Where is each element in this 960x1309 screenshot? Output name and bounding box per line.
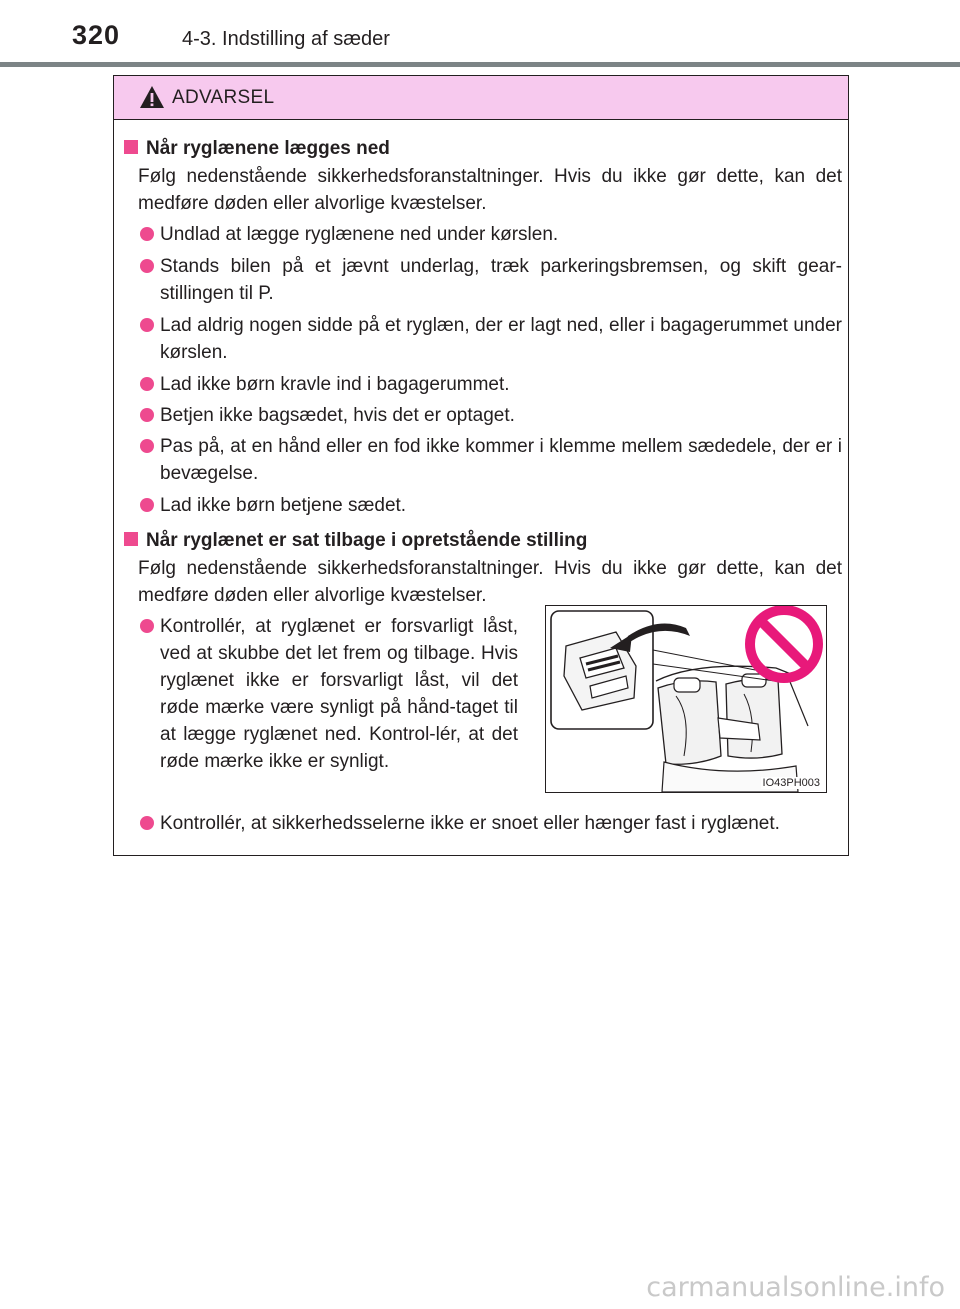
list-item-text: Undlad at lægge ryglænene ned under kørslen.: [160, 224, 559, 245]
list-item-text: Pas på, at en hånd eller en fod ikke kommer i klemme mellem sædedele, der er i bevægelse.: [160, 436, 842, 484]
bullet-dot-icon: [140, 816, 154, 830]
list-item-text: Kontrollér, at ryglænet er forsvarligt låst, ved at skubbe det let frem og tilbage. Hvis ryglænet ikke er forsvarligt låst, vil det røde mærke være synligt på hånd-taget til at lægge ryglænet ned. Kontrol-lér, at det røde mærke ikke er synligt.: [160, 616, 518, 772]
heading-text: Når ryglænet er sat tilbage i opretstående stilling: [146, 530, 588, 551]
bullet-dot-icon: [140, 259, 154, 273]
list-item: [140, 810, 842, 837]
list-item: [140, 312, 842, 366]
list-item-text: Betjen ikke bagsædet, hvis det er optaget.: [160, 405, 515, 426]
bullet-dot-icon: [140, 227, 154, 241]
list-item: [140, 492, 842, 519]
list-item: [140, 433, 842, 487]
rear-seat-drawing: [546, 606, 826, 792]
list-item: [140, 613, 518, 775]
square-bullet-icon: [124, 140, 138, 154]
list-item: [140, 402, 842, 429]
warning-header: [114, 76, 848, 120]
section-title: 4-3. Indstilling af sæder: [182, 28, 390, 50]
bullet-dot-icon: [140, 318, 154, 332]
bullet-dot-icon: [140, 498, 154, 512]
list-item-text: Lad aldrig nogen sidde på et ryglæn, der er lagt ned, eller i bagagerummet under kørslen.: [160, 315, 842, 363]
bullet-dot-icon: [140, 439, 154, 453]
bullet-dot-icon: [140, 377, 154, 391]
heading-text: Når ryglænene lægges ned: [146, 138, 390, 159]
list-item: [140, 253, 842, 307]
square-bullet-icon: [124, 532, 138, 546]
bullet-dot-icon: [140, 619, 154, 633]
figure-code: IO43PH003: [762, 777, 820, 789]
section-heading: [124, 530, 587, 552]
list-item-text: Lad ikke børn betjene sædet.: [160, 495, 407, 516]
section-heading: [124, 138, 390, 160]
bullet-dot-icon: [140, 408, 154, 422]
watermark: carmanualsonline.info: [646, 1272, 945, 1303]
list-item: [140, 221, 842, 248]
warning-triangle-icon: [139, 85, 165, 109]
header-rule: [0, 62, 960, 67]
seat-illustration: [545, 605, 827, 793]
warning-label: ADVARSEL: [172, 87, 275, 108]
list-item-text: Stands bilen på et jævnt underlag, træk parkeringsbremsen, og skift gear-stillingen til P.: [160, 256, 842, 304]
section-intro: Følg nedenstående sikkerhedsforanstaltninger. Hvis du ikke gør dette, kan det medføre døden eller alvorlige kvæstelser.: [138, 558, 842, 606]
list-item-text: Kontrollér, at sikkerhedsselerne ikke er snoet eller hænger fast i ryglænet.: [160, 813, 780, 834]
section-intro: Følg nedenstående sikkerhedsforanstaltninger. Hvis du ikke gør dette, kan det medføre døden eller alvorlige kvæstelser.: [138, 166, 842, 214]
list-item: [140, 371, 842, 398]
prohibition-icon: [750, 610, 818, 678]
list-item-text: Lad ikke børn kravle ind i bagagerummet.: [160, 374, 510, 395]
page-number: 320: [72, 20, 121, 50]
warning-box: [113, 75, 849, 856]
